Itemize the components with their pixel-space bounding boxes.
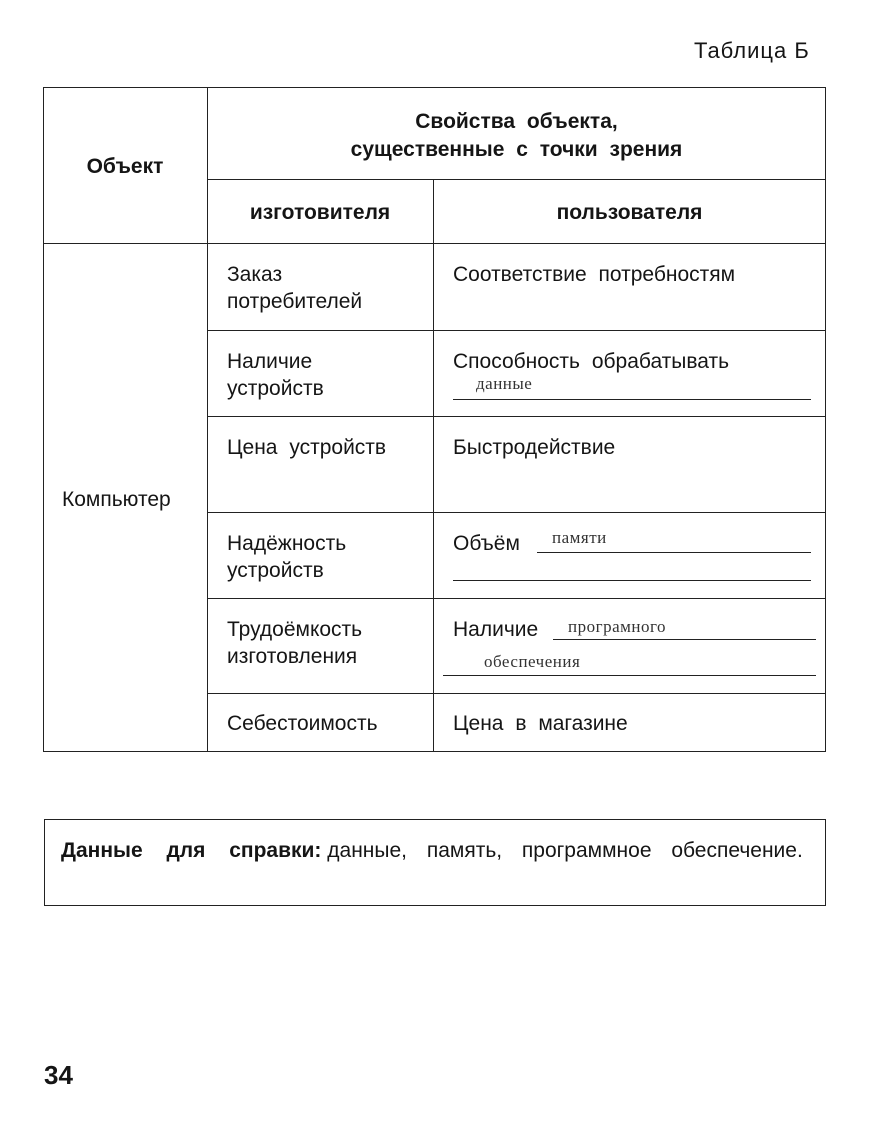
handwritten-answer: данные	[476, 374, 533, 393]
handwritten-answer: обеспечения	[484, 652, 581, 671]
reference-text	[61, 836, 813, 866]
fill-line	[453, 399, 811, 400]
manufacturer-cell: Надёжность устройств	[227, 532, 347, 582]
header-properties-line1: Свойства объекта,	[415, 110, 618, 133]
subheader-user: пользователя	[556, 201, 703, 224]
user-cell: Быстродействие	[453, 436, 616, 459]
table-border-right	[825, 87, 826, 752]
table-border-top	[43, 87, 826, 88]
row-divider	[207, 693, 826, 694]
fill-line	[443, 675, 816, 676]
manufacturer-cell: Заказ потребителей	[227, 263, 363, 313]
header-properties-line2: существенные с точки зрения	[350, 138, 683, 161]
user-cell: Соответствие потребностям	[453, 263, 736, 286]
manufacturer-cell: Себестоимость	[227, 712, 378, 735]
manufacturer-cell: Трудоёмкость изготовления	[227, 618, 363, 668]
header-bottom	[43, 243, 826, 244]
table-border-bottom	[43, 751, 826, 752]
row-divider	[207, 416, 826, 417]
manufacturer-cell: Наличие устройств	[227, 350, 324, 400]
row-divider	[207, 330, 826, 331]
header-object: Объект	[86, 155, 164, 178]
handwritten-answer: памяти	[552, 528, 607, 547]
subheader-manufacturer: изготовителя	[249, 201, 391, 224]
table-divider-subcolumns	[433, 179, 434, 752]
table-label: Таблица Б	[694, 38, 810, 63]
fill-line	[453, 580, 811, 581]
reference-box	[44, 819, 826, 906]
user-cell: Цена в магазине	[453, 712, 628, 735]
row-divider	[207, 598, 826, 599]
header-properties	[207, 108, 826, 164]
table-divider-object	[207, 87, 208, 752]
row-divider	[207, 512, 826, 513]
table-border-left	[43, 87, 44, 752]
fill-line	[553, 639, 816, 640]
page-number: 34	[44, 1060, 73, 1090]
user-cell: Наличие	[453, 618, 539, 641]
manufacturer-cell: Цена устройств	[227, 436, 387, 459]
user-cell: Объём	[453, 532, 520, 555]
reference-label: Данные для справки:	[61, 839, 322, 862]
fill-line	[537, 552, 811, 553]
reference-body: данные, память, программное обеспечение.	[327, 839, 803, 862]
user-cell: Способность обрабатывать	[453, 350, 730, 373]
handwritten-answer: програмного	[568, 617, 667, 636]
header-divider	[207, 179, 826, 180]
object-name: Компьютер	[62, 488, 171, 511]
